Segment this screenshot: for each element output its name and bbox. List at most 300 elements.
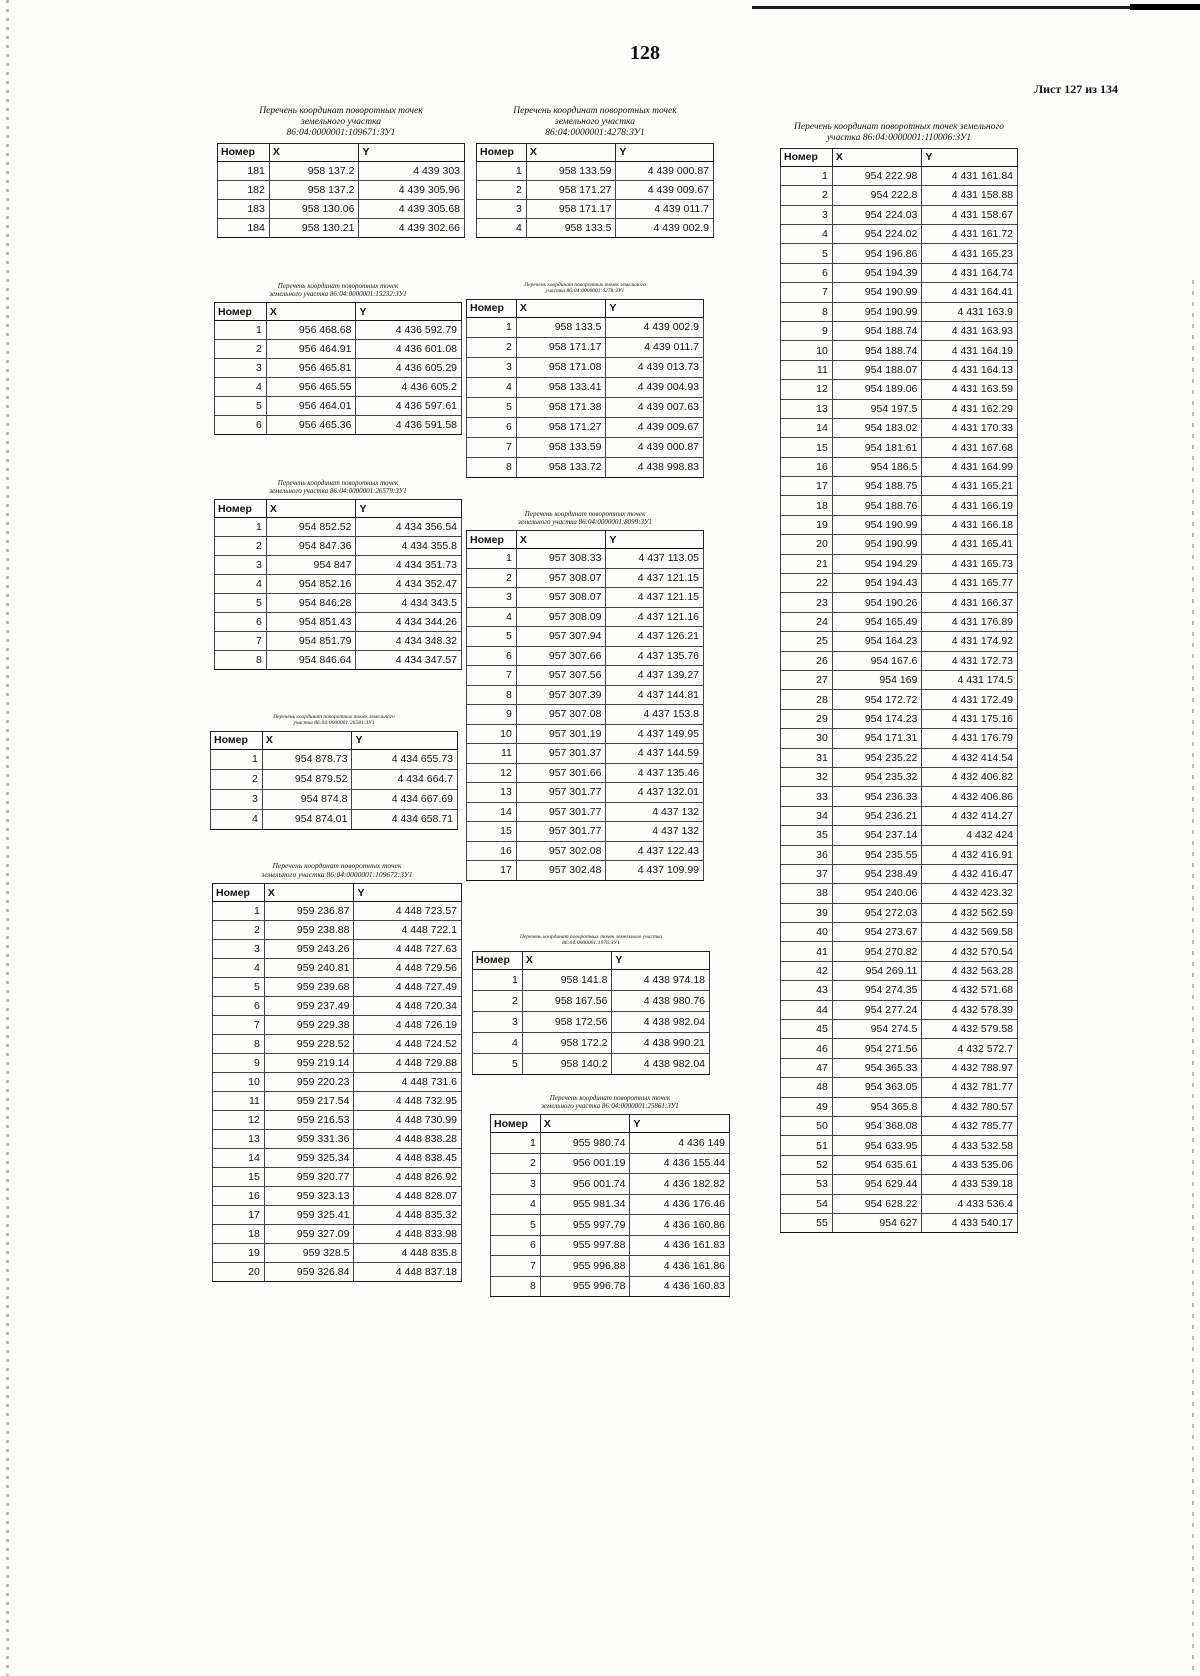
table-row [213, 1130, 462, 1149]
table-caption: Перечень координат поворотных точек земельного участка 86:04:0000001:8099:ЗУ1 [517, 510, 653, 527]
point-number: 9 [781, 321, 833, 340]
coord-x: 956 001.74 [540, 1174, 630, 1195]
point-number: 2 [215, 340, 267, 359]
table-row [473, 1011, 710, 1032]
coord-y: 4 433 540.17 [922, 1213, 1018, 1232]
point-number: 3 [467, 357, 517, 377]
coord-x: 958 133.59 [526, 161, 616, 180]
coord-y: 4 431 166.19 [922, 496, 1018, 515]
coord-y: 4 432 570.54 [922, 942, 1018, 961]
table-row [781, 981, 1018, 1000]
point-number: 4 [211, 809, 263, 829]
point-number: 5 [473, 1053, 523, 1074]
header-num: Номер [213, 884, 265, 902]
coord-x: 958 171.27 [526, 180, 616, 199]
table-row [781, 244, 1018, 263]
table-row [215, 416, 462, 435]
point-number: 7 [491, 1256, 541, 1277]
table-row [211, 769, 458, 789]
coord-x: 954 172.72 [832, 690, 922, 709]
point-number: 30 [781, 729, 833, 748]
table-row [467, 861, 704, 881]
coord-x: 959 325.34 [264, 1149, 354, 1168]
table-row [781, 515, 1018, 534]
coord-y: 4 437 121.16 [606, 607, 704, 627]
point-number: 3 [477, 199, 527, 218]
coord-x: 954 270.82 [832, 942, 922, 961]
point-number: 2 [477, 180, 527, 199]
coord-x: 959 236.87 [264, 902, 354, 921]
coord-y: 4 433 535.06 [922, 1155, 1018, 1174]
coord-y: 4 432 788.97 [922, 1058, 1018, 1077]
coord-x: 958 130.06 [269, 199, 359, 218]
table-row [781, 1175, 1018, 1194]
table-row [781, 845, 1018, 864]
coord-block [780, 122, 1018, 1233]
coord-block [210, 714, 458, 830]
point-number: 1 [473, 969, 523, 990]
coord-x: 954 847 [266, 556, 356, 575]
point-number: 1 [477, 161, 527, 180]
coord-y: 4 431 158.67 [922, 205, 1018, 224]
coord-y: 4 431 176.79 [922, 729, 1018, 748]
point-number: 4 [467, 607, 517, 627]
coord-y: 4 438 982.04 [612, 1011, 710, 1032]
coord-x: 954 271.56 [832, 1039, 922, 1058]
coordinates-table [214, 302, 462, 435]
coord-x: 954 190.99 [832, 515, 922, 534]
coord-y: 4 436 161.86 [630, 1256, 730, 1277]
coord-y: 4 431 161.84 [922, 166, 1018, 185]
table-row [218, 199, 465, 218]
coord-y: 4 437 121.15 [606, 588, 704, 608]
point-number: 184 [218, 218, 270, 237]
coord-x: 954 628.22 [832, 1194, 922, 1213]
coord-x: 958 171.38 [516, 397, 606, 417]
coord-y: 4 434 343.5 [356, 594, 462, 613]
coord-y: 4 431 170.33 [922, 418, 1018, 437]
header-num: Номер [211, 731, 263, 749]
point-number: 3 [467, 588, 517, 608]
coord-x: 955 996.88 [540, 1256, 630, 1277]
table-row [467, 783, 704, 803]
point-number: 52 [781, 1155, 833, 1174]
point-number: 8 [467, 457, 517, 477]
coord-y: 4 431 166.37 [922, 593, 1018, 612]
table-row [781, 903, 1018, 922]
header-x: X [832, 148, 922, 166]
point-number: 6 [781, 263, 833, 282]
table-caption: Перечень координат поворотных точек земельного участка 86:04:0000001:109671:ЗУ1 [259, 106, 423, 138]
point-number: 15 [213, 1168, 265, 1187]
coord-y: 4 438 990.21 [612, 1032, 710, 1053]
coord-x: 959 243.26 [264, 940, 354, 959]
point-number: 7 [215, 632, 267, 651]
table-row [781, 923, 1018, 942]
coord-y: 4 431 158.88 [922, 186, 1018, 205]
table-row [781, 380, 1018, 399]
coord-y: 4 439 305.68 [359, 199, 465, 218]
table-row [467, 549, 704, 569]
table-row [781, 1039, 1018, 1058]
coord-y: 4 431 166.18 [922, 515, 1018, 534]
point-number: 2 [213, 921, 265, 940]
coord-x: 959 331.36 [264, 1130, 354, 1149]
coord-block [466, 282, 704, 478]
coord-y: 4 439 009.67 [606, 417, 704, 437]
coord-y: 4 448 729.88 [354, 1054, 462, 1073]
point-number: 182 [218, 180, 270, 199]
coord-x: 954 269.11 [832, 961, 922, 980]
table-row [781, 729, 1018, 748]
point-number: 6 [467, 646, 517, 666]
point-number: 15 [781, 438, 833, 457]
point-number: 8 [213, 1035, 265, 1054]
coord-y: 4 448 724.52 [354, 1035, 462, 1054]
point-number: 13 [467, 783, 517, 803]
table-row [491, 1235, 730, 1256]
coordinates-table [212, 883, 462, 1282]
point-number: 17 [467, 861, 517, 881]
table-row [467, 744, 704, 764]
table-row [781, 671, 1018, 690]
table-row [213, 997, 462, 1016]
coord-y: 4 434 655.73 [352, 749, 458, 769]
coord-x: 954 174.23 [832, 709, 922, 728]
coord-y: 4 432 416.91 [922, 845, 1018, 864]
coord-y: 4 448 828.07 [354, 1187, 462, 1206]
table-row [213, 1244, 462, 1263]
point-number: 23 [781, 593, 833, 612]
table-row [213, 1168, 462, 1187]
coord-block [217, 106, 465, 238]
table-row [211, 749, 458, 769]
coord-y: 4 434 347.57 [356, 651, 462, 670]
header-x: X [266, 500, 356, 518]
coord-y: 4 431 164.74 [922, 263, 1018, 282]
coord-y: 4 431 176.89 [922, 612, 1018, 631]
header-num: Номер [491, 1115, 541, 1133]
table-row [215, 613, 462, 632]
table-row [218, 161, 465, 180]
coord-y: 4 431 164.19 [922, 341, 1018, 360]
coord-x: 954 188.75 [832, 477, 922, 496]
point-number: 5 [215, 594, 267, 613]
point-number: 2 [211, 769, 263, 789]
point-number: 51 [781, 1136, 833, 1155]
point-number: 43 [781, 981, 833, 1000]
coord-y: 4 431 174.92 [922, 632, 1018, 651]
table-row [467, 337, 704, 357]
header-x: X [269, 143, 359, 161]
coord-x: 954 169 [832, 671, 922, 690]
coord-y: 4 432 579.58 [922, 1020, 1018, 1039]
coord-y: 4 437 135.76 [606, 646, 704, 666]
table-row [781, 1136, 1018, 1155]
table-row [781, 806, 1018, 825]
coord-y: 4 437 153.8 [606, 705, 704, 725]
coord-y: 4 436 160.86 [630, 1215, 730, 1236]
point-number: 1 [467, 317, 517, 337]
coord-x: 954 368.08 [832, 1116, 922, 1135]
coord-x: 957 301.19 [516, 724, 606, 744]
point-number: 28 [781, 690, 833, 709]
table-row [467, 666, 704, 686]
point-number: 4 [467, 377, 517, 397]
coordinates-table [472, 951, 710, 1075]
coord-x: 954 277.24 [832, 1000, 922, 1019]
coord-x: 954 224.03 [832, 205, 922, 224]
table-row [781, 225, 1018, 244]
coord-y: 4 431 165.77 [922, 574, 1018, 593]
coord-y: 4 448 833.98 [354, 1225, 462, 1244]
coord-x: 954 196.86 [832, 244, 922, 263]
table-row [213, 1225, 462, 1244]
coord-x: 954 635.61 [832, 1155, 922, 1174]
header-x: X [266, 303, 356, 321]
top-rule-end [1130, 4, 1200, 10]
coord-y: 4 432 785.77 [922, 1116, 1018, 1135]
coord-y: 4 448 727.49 [354, 978, 462, 997]
point-number: 6 [215, 613, 267, 632]
table-row [781, 574, 1018, 593]
header-x: X [522, 951, 612, 969]
coord-y: 4 432 569.58 [922, 923, 1018, 942]
coord-x: 959 219.14 [264, 1054, 354, 1073]
coord-x: 954 222.98 [832, 166, 922, 185]
coord-block [472, 934, 710, 1075]
coord-x: 957 308.33 [516, 549, 606, 569]
coord-x: 954 235.32 [832, 767, 922, 786]
coord-x: 959 237.49 [264, 997, 354, 1016]
coord-y: 4 431 163.9 [922, 302, 1018, 321]
coord-x: 954 188.74 [832, 321, 922, 340]
point-number: 6 [215, 416, 267, 435]
table-row [467, 417, 704, 437]
coord-y: 4 448 726.19 [354, 1016, 462, 1035]
table-row [467, 685, 704, 705]
table-row [781, 205, 1018, 224]
table-row [473, 1032, 710, 1053]
header-y: Y [354, 884, 462, 902]
coord-y: 4 432 424 [922, 826, 1018, 845]
coord-y: 4 431 163.59 [922, 380, 1018, 399]
point-number: 4 [477, 218, 527, 237]
table-row [211, 789, 458, 809]
point-number: 13 [781, 399, 833, 418]
point-number: 46 [781, 1039, 833, 1058]
table-row [781, 438, 1018, 457]
coord-x: 954 846.64 [266, 651, 356, 670]
coord-x: 957 302.08 [516, 841, 606, 861]
table-row [215, 575, 462, 594]
point-number: 3 [211, 789, 263, 809]
coord-y: 4 431 172.73 [922, 651, 1018, 670]
header-y: Y [352, 731, 458, 749]
table-row [477, 199, 714, 218]
coord-x: 954 236.21 [832, 806, 922, 825]
point-number: 7 [467, 666, 517, 686]
point-number: 11 [213, 1092, 265, 1111]
point-number: 8 [467, 685, 517, 705]
coord-x: 954 167.6 [832, 651, 922, 670]
coord-y: 4 436 605.2 [356, 378, 462, 397]
coord-x: 958 167.56 [522, 990, 612, 1011]
sheet-label: Лист 127 из 134 [1034, 82, 1118, 96]
point-number: 45 [781, 1020, 833, 1039]
coord-y: 4 437 135.46 [606, 763, 704, 783]
coord-y: 4 432 423.32 [922, 884, 1018, 903]
table-row [213, 902, 462, 921]
point-number: 38 [781, 884, 833, 903]
table-row [781, 593, 1018, 612]
coord-x: 954 189.06 [832, 380, 922, 399]
coord-x: 958 133.5 [526, 218, 616, 237]
coord-y: 4 431 165.41 [922, 535, 1018, 554]
coord-x: 958 137.2 [269, 161, 359, 180]
point-number: 5 [467, 397, 517, 417]
coord-y: 4 436 601.08 [356, 340, 462, 359]
coord-x: 954 627 [832, 1213, 922, 1232]
coordinates-table [466, 299, 704, 478]
coord-y: 4 436 591.58 [356, 416, 462, 435]
coord-y: 4 431 164.41 [922, 283, 1018, 302]
header-num: Номер [218, 143, 270, 161]
scan-edge-right [1192, 280, 1194, 1670]
coord-x: 956 468.68 [266, 321, 356, 340]
table-caption: Перечень координат поворотных точек земельного участка 86:04:0000001:1976:ЗУ1 [519, 934, 663, 947]
table-row [477, 218, 714, 237]
header-y: Y [356, 500, 462, 518]
point-number: 14 [467, 802, 517, 822]
coord-x: 957 301.77 [516, 783, 606, 803]
point-number: 7 [213, 1016, 265, 1035]
point-number: 39 [781, 903, 833, 922]
coord-x: 959 239.68 [264, 978, 354, 997]
coord-x: 956 464.91 [266, 340, 356, 359]
table-row [213, 1206, 462, 1225]
coord-y: 4 432 572.7 [922, 1039, 1018, 1058]
table-caption: Перечень координат поворотных точек земельного участка 86:04:0000001:15232:ЗУ1 [269, 282, 407, 299]
point-number: 4 [215, 575, 267, 594]
coord-x: 954 183.02 [832, 418, 922, 437]
table-row [781, 787, 1018, 806]
coord-x: 957 301.66 [516, 763, 606, 783]
table-row [781, 612, 1018, 631]
coord-y: 4 439 011.7 [616, 199, 714, 218]
point-number: 2 [491, 1153, 541, 1174]
point-number: 16 [467, 841, 517, 861]
point-number: 32 [781, 767, 833, 786]
point-number: 181 [218, 161, 270, 180]
coord-x: 958 171.17 [516, 337, 606, 357]
point-number: 3 [213, 940, 265, 959]
coordinates-table [210, 731, 458, 830]
point-number: 11 [467, 744, 517, 764]
point-number: 2 [781, 186, 833, 205]
point-number: 1 [781, 166, 833, 185]
table-row [477, 161, 714, 180]
table-row [781, 1097, 1018, 1116]
point-number: 12 [781, 380, 833, 399]
coord-y: 4 434 344.26 [356, 613, 462, 632]
point-number: 21 [781, 554, 833, 573]
coord-x: 959 326.84 [264, 1263, 354, 1282]
point-number: 34 [781, 806, 833, 825]
table-caption: Перечень координат поворотных точек земельного участка 86:04:0000001:25861:ЗУ1 [541, 1094, 679, 1111]
coord-x: 954 171.31 [832, 729, 922, 748]
point-number: 16 [781, 457, 833, 476]
coord-x: 958 172.2 [522, 1032, 612, 1053]
coord-y: 4 432 562.59 [922, 903, 1018, 922]
coord-y: 4 448 826.92 [354, 1168, 462, 1187]
table-row [467, 646, 704, 666]
table-row [473, 990, 710, 1011]
coord-y: 4 434 658.71 [352, 809, 458, 829]
table-row [781, 1194, 1018, 1213]
point-number: 48 [781, 1078, 833, 1097]
table-row [781, 748, 1018, 767]
coord-x: 954 847.36 [266, 537, 356, 556]
coord-y: 4 432 780.57 [922, 1097, 1018, 1116]
coord-block [212, 862, 462, 1282]
coord-y: 4 431 174.5 [922, 671, 1018, 690]
point-number: 5 [491, 1215, 541, 1236]
table-row [781, 321, 1018, 340]
table-row [473, 969, 710, 990]
coord-x: 954 365.33 [832, 1058, 922, 1077]
coord-x: 959 327.09 [264, 1225, 354, 1244]
coord-y: 4 448 731.6 [354, 1073, 462, 1092]
coord-y: 4 439 000.87 [606, 437, 704, 457]
coord-x: 956 465.55 [266, 378, 356, 397]
coord-y: 4 439 009.67 [616, 180, 714, 199]
coord-y: 4 436 597.61 [356, 397, 462, 416]
coord-x: 957 301.77 [516, 802, 606, 822]
coord-x: 959 238.88 [264, 921, 354, 940]
point-number: 14 [781, 418, 833, 437]
point-number: 18 [213, 1225, 265, 1244]
table-row [213, 959, 462, 978]
point-number: 14 [213, 1149, 265, 1168]
point-number: 19 [781, 515, 833, 534]
table-row [781, 283, 1018, 302]
coord-x: 959 216.53 [264, 1111, 354, 1130]
table-row [781, 690, 1018, 709]
page-number: 128 [630, 42, 660, 64]
coord-x: 957 301.37 [516, 744, 606, 764]
coord-y: 4 439 013.73 [606, 357, 704, 377]
table-row [781, 496, 1018, 515]
coord-y: 4 436 176.46 [630, 1194, 730, 1215]
table-row [781, 632, 1018, 651]
point-number: 8 [215, 651, 267, 670]
table-row [467, 607, 704, 627]
point-number: 1 [491, 1133, 541, 1154]
point-number: 2 [467, 337, 517, 357]
coord-y: 4 448 835.32 [354, 1206, 462, 1225]
point-number: 3 [215, 556, 267, 575]
point-number: 4 [473, 1032, 523, 1053]
coord-x: 955 981.34 [540, 1194, 630, 1215]
coord-x: 958 130.21 [269, 218, 359, 237]
point-number: 20 [781, 535, 833, 554]
coord-x: 955 997.88 [540, 1235, 630, 1256]
point-number: 4 [215, 378, 267, 397]
table-caption: Перечень координат поворотных точек земельного участка 86:04:0000001:110006:ЗУ1 [794, 122, 1004, 143]
coord-x: 959 240.81 [264, 959, 354, 978]
table-row [781, 302, 1018, 321]
